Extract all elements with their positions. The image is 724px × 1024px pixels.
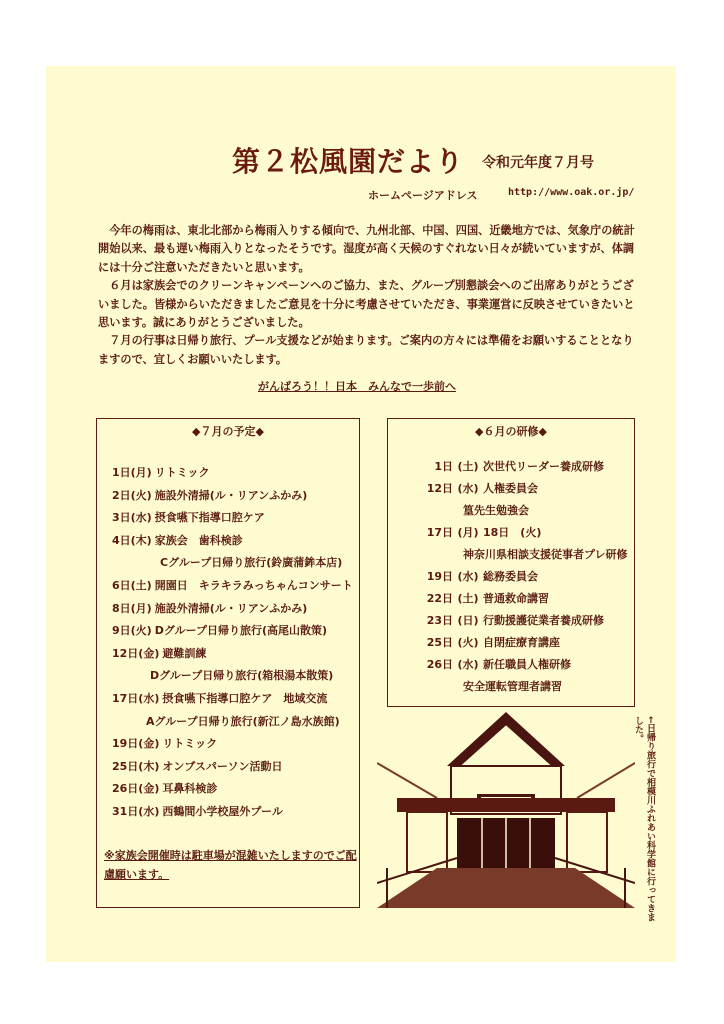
june-training-row	[393, 588, 633, 610]
training-date: 22日	[426, 592, 453, 605]
training-date: 26日	[426, 658, 453, 671]
intro-paragraph: ７月の行事は日帰り旅行、プール支援などが始まります。ご案内の方々には準備をお願いすることとなりますので、宜しくお願いいたします。	[98, 334, 634, 366]
july-schedule-row	[112, 552, 362, 575]
june-training-row	[393, 676, 633, 698]
training-weekday: (土)	[457, 460, 479, 473]
schedule-event: 摂食嚥下指導口腔ケア	[154, 511, 265, 525]
training-event: 18日 (火)	[483, 526, 542, 539]
schedule-date: 4日(木)	[112, 533, 152, 547]
schedule-event: 避難訓練	[162, 646, 207, 660]
schedule-event: 西鶴間小学校屋外プール	[162, 804, 283, 818]
july-schedule-row	[112, 801, 362, 824]
training-event: 篁先生勉強会	[463, 504, 529, 517]
training-event: 次世代リーダー養成研修	[483, 460, 604, 473]
june-training-row	[393, 632, 633, 654]
training-date: 23日	[426, 614, 453, 627]
training-date: 1日	[434, 460, 453, 473]
schedule-event: Aグループ日帰り旅行(新江ノ島水族館)	[146, 714, 340, 728]
june-training-row	[393, 544, 633, 566]
training-date: 19日	[426, 570, 453, 583]
july-schedule-row	[112, 485, 362, 508]
july-schedule-row	[112, 462, 362, 485]
schedule-date: 6日(土)	[112, 578, 152, 592]
july-schedule-row	[112, 507, 362, 530]
homepage-label: ホームページアドレス	[368, 189, 478, 202]
photo-caption: ←日帰り旅行で相模川ふれあい科学館に行ってきました。	[633, 716, 655, 922]
schedule-event: オンブスパーソン活動日	[162, 759, 283, 773]
schedule-event: 家族会 歯科検診	[154, 533, 243, 547]
schedule-date: 17日(水)	[112, 691, 160, 705]
july-schedule-list	[112, 462, 362, 824]
schedule-event: 開園日 キラキラみっちゃんコンサート	[154, 578, 353, 592]
newsletter-title: 第２松風園だより	[232, 145, 465, 178]
july-schedule-row	[112, 665, 362, 688]
june-training-list	[393, 456, 633, 698]
training-event: 自閉症療育講座	[483, 636, 560, 649]
training-weekday: (土)	[457, 592, 479, 605]
schedule-date: 25日(木)	[112, 759, 160, 773]
training-date: 25日	[426, 636, 453, 649]
schedule-date: 8日(月)	[112, 601, 152, 615]
june-training-row	[393, 610, 633, 632]
training-event: 安全運転管理者講習	[463, 680, 562, 693]
facility-photo	[377, 708, 635, 908]
homepage-url[interactable]: http://www.oak.or.jp/	[508, 187, 635, 198]
issue-label: 令和元年度７月号	[482, 155, 594, 171]
training-weekday: (日)	[457, 614, 479, 627]
intro-paragraph: 今年の梅雨は、東北北部から梅雨入りする傾向で、九州北部、中国、四国、近畿地方では、気象庁の統計開始以来、最も遅い梅雨入りとなったそうです。湿度が高く天候のすぐれない日々が続いていますが、体調には十分ご注意いただきたいと思います。	[98, 224, 635, 274]
schedule-date: 26日(金)	[112, 782, 160, 796]
july-schedule-row	[112, 530, 362, 553]
schedule-event: リトミック	[162, 737, 218, 751]
schedule-event: Dグループ日帰り旅行(箱根湯本散策)	[150, 669, 334, 683]
training-event: 行動援護従業者養成研修	[483, 614, 604, 627]
schedule-date: 9日(火)	[112, 624, 152, 638]
intro-paragraph: ６月は家族会でのクリーンキャンペーンへのご協力、また、グループ別懇談会へのご出席ありがとうございました。皆様からいただきましたご意見を十分に考慮させていただき、事業運営に反映させていきたいと思います。誠にありがとうございました。	[98, 279, 635, 330]
july-schedule-row	[112, 711, 362, 734]
june-training-row	[393, 456, 633, 478]
june-training-row	[393, 522, 633, 544]
june-training-row	[393, 478, 633, 500]
training-event: 総務委員会	[483, 570, 538, 583]
schedule-date: 2日(火)	[112, 488, 152, 502]
schedule-event: 施設外清掃(ル・リアンふかみ)	[154, 488, 308, 502]
training-event: 人権委員会	[483, 482, 538, 495]
july-schedule-row	[112, 598, 362, 621]
schedule-date: 19日(金)	[112, 737, 160, 751]
training-weekday: (水)	[457, 570, 479, 583]
schedule-event: 施設外清掃(ル・リアンふかみ)	[154, 601, 308, 615]
training-weekday: (水)	[457, 482, 479, 495]
june-training-title: ◆６月の研修◆	[475, 425, 547, 438]
july-schedule-row	[112, 643, 362, 666]
parking-note: ※家族会開催時は駐車場が混雑いたしますのでご配慮願います。	[104, 849, 357, 881]
july-schedule-row	[112, 620, 362, 643]
schedule-event: 耳鼻科検診	[162, 782, 218, 796]
training-date: 12日	[426, 482, 453, 495]
schedule-date: 1日(月)	[112, 466, 152, 479]
training-date: 17日	[426, 526, 453, 539]
training-event: 神奈川県相談支援従事者プレ研修	[463, 548, 628, 561]
slogan: がんばろう！！日本 みんなで一歩前へ	[258, 380, 456, 393]
july-schedule-row	[112, 778, 362, 801]
july-schedule-row	[112, 575, 362, 598]
july-schedule-row	[112, 756, 362, 779]
schedule-date: 12日(金)	[112, 646, 160, 660]
schedule-date: 3日(水)	[112, 511, 152, 525]
june-training-row	[393, 654, 633, 676]
schedule-event: リトミック	[154, 466, 210, 479]
training-event: 普通救命講習	[483, 592, 549, 605]
intro-text	[98, 222, 638, 369]
training-weekday: (水)	[457, 658, 479, 671]
june-training-row	[393, 566, 633, 588]
july-schedule-row	[112, 733, 362, 756]
schedule-event: Cグループ日帰り旅行(鈴廣蒲鉾本店)	[160, 556, 343, 570]
schedule-date: 31日(水)	[112, 804, 160, 818]
training-event: 新任職員人権研修	[483, 658, 571, 671]
training-weekday: (火)	[457, 636, 479, 649]
july-schedule-row	[112, 688, 362, 711]
schedule-event: 摂食嚥下指導口腔ケア 地域交流	[162, 691, 328, 705]
july-schedule-title: ◆７月の予定◆	[192, 425, 264, 438]
june-training-row	[393, 500, 633, 522]
schedule-event: Dグループ日帰り旅行(高尾山散策)	[154, 624, 328, 638]
training-weekday: (月)	[457, 526, 479, 539]
